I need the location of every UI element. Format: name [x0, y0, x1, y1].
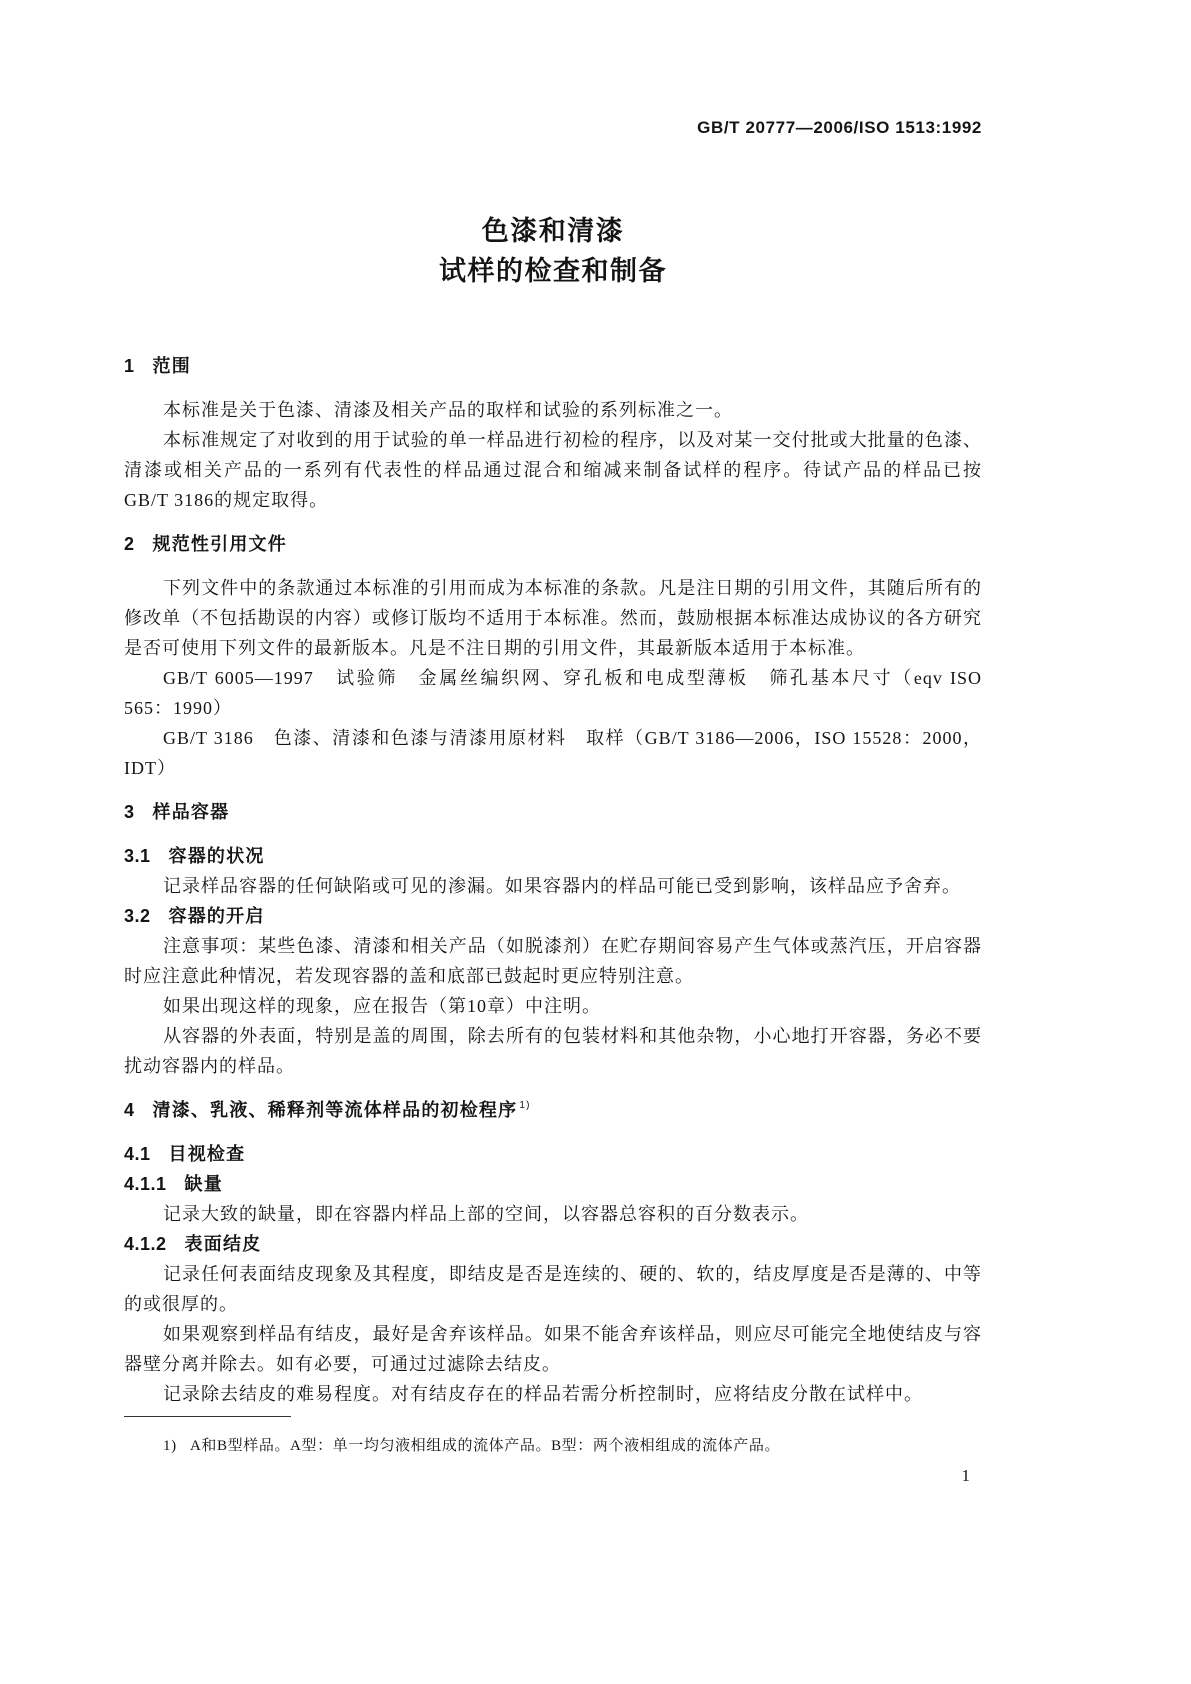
subsection-heading-4-1	[124, 1139, 982, 1169]
subsection-heading-3-1	[124, 841, 982, 871]
subsection-title: 表面结皮	[184, 1234, 262, 1254]
footnote-text: A和B型样品。A型：单一均匀液相组成的流体产品。B型：两个液相组成的流体产品。	[190, 1438, 781, 1454]
reference-entry: GB/T 6005—1997 试验筛 金属丝编织网、穿孔板和电成型薄板 筛孔基本尺寸（eqv ISO 565：1990）	[124, 668, 982, 718]
paragraph: 记录大致的缺量，即在容器内样品上部的空间，以容器总容积的百分数表示。	[163, 1204, 809, 1224]
section-number: 1	[124, 356, 135, 376]
footnote-marker: 1)	[163, 1438, 177, 1454]
footnote-divider	[124, 1416, 291, 1417]
paragraph: 注意事项：某些色漆、清漆和相关产品（如脱漆剂）在贮存期间容易产生气体或蒸汽压，开启容器时应注意此种情况，若发现容器的盖和底部已鼓起时更应特别注意。	[124, 936, 982, 986]
section-title: 清漆、乳液、稀释剂等流体样品的初检程序	[152, 1100, 518, 1120]
paragraph: 记录任何表面结皮现象及其程度，即结皮是否是连续的、硬的、软的，结皮厚度是否是薄的、中等的或很厚的。	[124, 1264, 982, 1314]
paragraph: 下列文件中的条款通过本标准的引用而成为本标准的条款。凡是注日期的引用文件，其随后所有的修改单（不包括勘误的内容）或修订版均不适用于本标准。然而，鼓励根据本标准达成协议的各方研究是否可使用下列文件的最新版本。凡是不注日期的引用文件，其最新版本适用于本标准。	[124, 578, 982, 658]
subsection-title: 目视检查	[168, 1144, 246, 1164]
paragraph: 本标准规定了对收到的用于试验的单一样品进行初检的程序，以及对某一交付批或大批量的色漆、清漆或相关产品的一系列有代表性的样品通过混合和缩减来制备试样的程序。待试产品的样品已按GB/T 3186的规定取得。	[124, 430, 982, 510]
section-heading-3	[124, 797, 982, 827]
page-content	[124, 212, 982, 1487]
subsection-number: 3.1	[124, 846, 151, 866]
subsection-heading-4-1-2	[124, 1229, 982, 1259]
document-title	[124, 212, 982, 292]
section-title: 规范性引用文件	[152, 534, 287, 554]
subsection-title: 缺量	[184, 1174, 223, 1194]
paragraph: 如果观察到样品有结皮，最好是舍弃该样品。如果不能舍弃该样品，则应尽可能完全地使结皮与容器壁分离并除去。如有必要，可通过过滤除去结皮。	[124, 1324, 982, 1374]
reference-entry: GB/T 3186 色漆、清漆和色漆与清漆用原材料 取样（GB/T 3186—2006，ISO 15528：2000，IDT）	[124, 728, 982, 778]
title-line-1: 色漆和清漆	[481, 216, 625, 247]
page-number: 1	[961, 1466, 970, 1485]
subsection-number: 3.2	[124, 906, 151, 926]
paragraph: 记录样品容器的任何缺陷或可见的渗漏。如果容器内的样品可能已受到影响，该样品应予舍弃。	[163, 876, 961, 896]
section-number: 4	[124, 1100, 135, 1120]
standard-number-header: GB/T 20777—2006/ISO 1513:1992	[697, 118, 982, 137]
footnote	[124, 1435, 982, 1457]
paragraph: 如果出现这样的现象，应在报告（第10章）中注明。	[163, 996, 601, 1016]
subsection-number: 4.1.2	[124, 1234, 167, 1254]
subsection-number: 4.1.1	[124, 1174, 167, 1194]
subsection-title: 容器的状况	[168, 846, 265, 866]
section-heading-1	[124, 351, 982, 381]
section-number: 2	[124, 534, 135, 554]
subsection-heading-4-1-1	[124, 1169, 982, 1199]
footnote-reference: 1)	[519, 1100, 531, 1111]
subsection-heading-3-2	[124, 901, 982, 931]
subsection-title: 容器的开启	[168, 906, 265, 926]
paragraph: 本标准是关于色漆、清漆及相关产品的取样和试验的系列标准之一。	[163, 400, 733, 420]
section-heading-4	[124, 1095, 982, 1125]
section-heading-2	[124, 529, 982, 559]
section-number: 3	[124, 802, 135, 822]
section-title: 范围	[152, 356, 191, 376]
paragraph: 从容器的外表面，特别是盖的周围，除去所有的包装材料和其他杂物，小心地打开容器，务必不要扰动容器内的样品。	[124, 1026, 982, 1076]
paragraph: 记录除去结皮的难易程度。对有结皮存在的样品若需分析控制时，应将结皮分散在试样中。	[163, 1384, 923, 1404]
section-title: 样品容器	[152, 802, 230, 822]
title-line-2: 试样的检查和制备	[439, 256, 667, 287]
subsection-number: 4.1	[124, 1144, 151, 1164]
